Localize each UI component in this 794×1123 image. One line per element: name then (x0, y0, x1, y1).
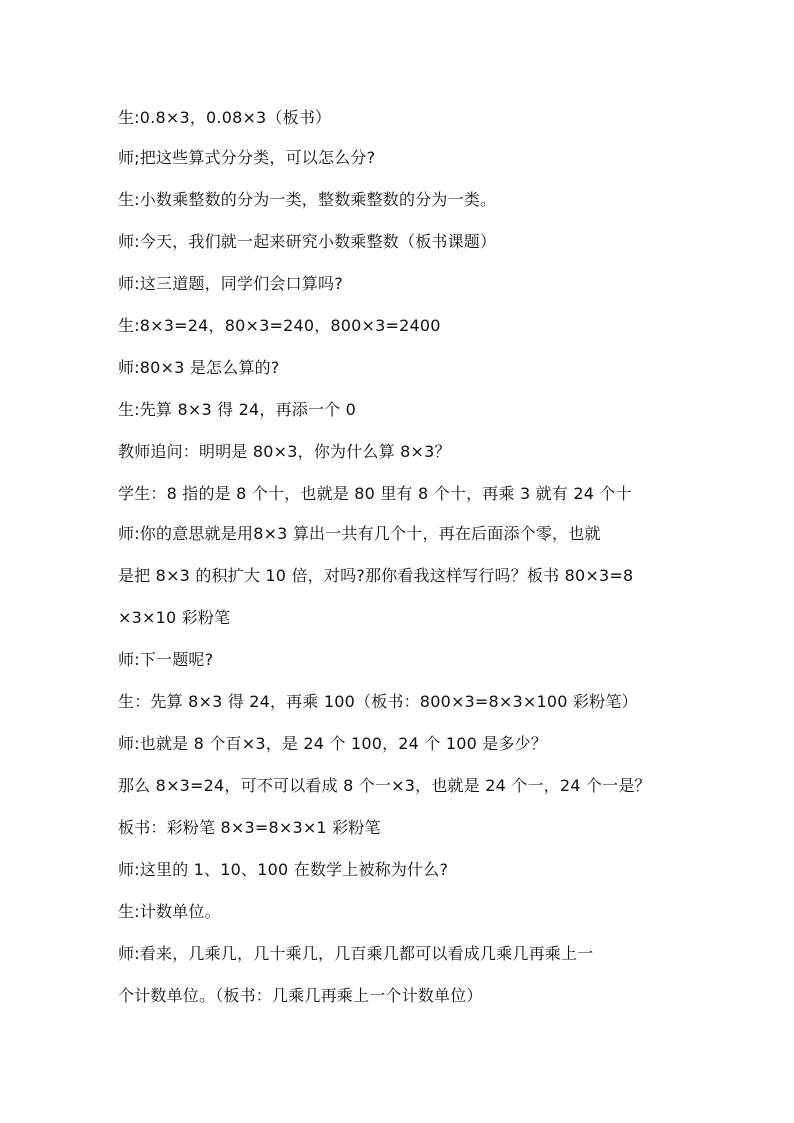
text-line-7: 师:80×3 是怎么算的? (118, 358, 280, 377)
text-line-21: 师:看来，几乘几，几十乘几，几百乘几都可以看成几乘几再乘上一 (118, 944, 594, 963)
text-line-4: 师:今天，我们就一起来研究小数乘整数（板书课题） (118, 232, 497, 251)
text-line-6: 生:8×3=24，80×3=240，800×3=2400 (118, 316, 441, 335)
text-line-17: 那么 8×3=24，可不可以看成 8 个一×3，也就是 24 个一，24 个一是？ (118, 776, 651, 795)
text-line-18: 板书：彩粉笔 8×3=8×3×1 彩粉笔 (118, 818, 381, 837)
text-line-8: 生:先算 8×3 得 24，再添一个 0 (118, 400, 357, 419)
text-line-2: 师;把这些算式分分类，可以怎么分? (118, 148, 376, 167)
text-line-13: ×3×10 彩粉笔 (118, 608, 231, 627)
text-line-14: 师:下一题呢? (118, 650, 214, 669)
text-line-16: 师:也就是 8 个百×3，是 24 个 100，24 个 100 是多少？ (118, 734, 548, 753)
text-line-19: 师:这里的 1、10、100 在数学上被称为什么? (118, 860, 449, 879)
text-line-12: 是把 8×3 的积扩大 10 倍，对吗?那你看我这样写行吗？板书 80×3=8 (118, 566, 634, 585)
text-line-20: 生:计数单位。 (118, 902, 221, 921)
text-line-3: 生:小数乘整数的分为一类，整数乘整数的分为一类。 (118, 190, 497, 209)
text-line-22: 个计数单位。（板书：几乘几再乘上一个计数单位） (118, 986, 483, 1005)
text-line-1: 生:0.8×3，0.08×3（板书） (118, 108, 332, 127)
text-line-11: 师:你的意思就是用8×3 算出一共有几个十，再在后面添个零，也就 (118, 524, 601, 543)
text-line-15: 生：先算 8×3 得 24，再乘 100（板书：800×3=8×3×100 彩粉笔） (118, 692, 638, 711)
text-line-5: 师:这三道题，同学们会口算吗? (118, 274, 343, 293)
text-line-9: 教师追问：明明是 80×3，你为什么算 8×3？ (118, 442, 451, 461)
text-line-10: 学生：8 指的是 8 个十，也就是 80 里有 8 个十，再乘 3 就有 24 个十 (118, 484, 632, 503)
